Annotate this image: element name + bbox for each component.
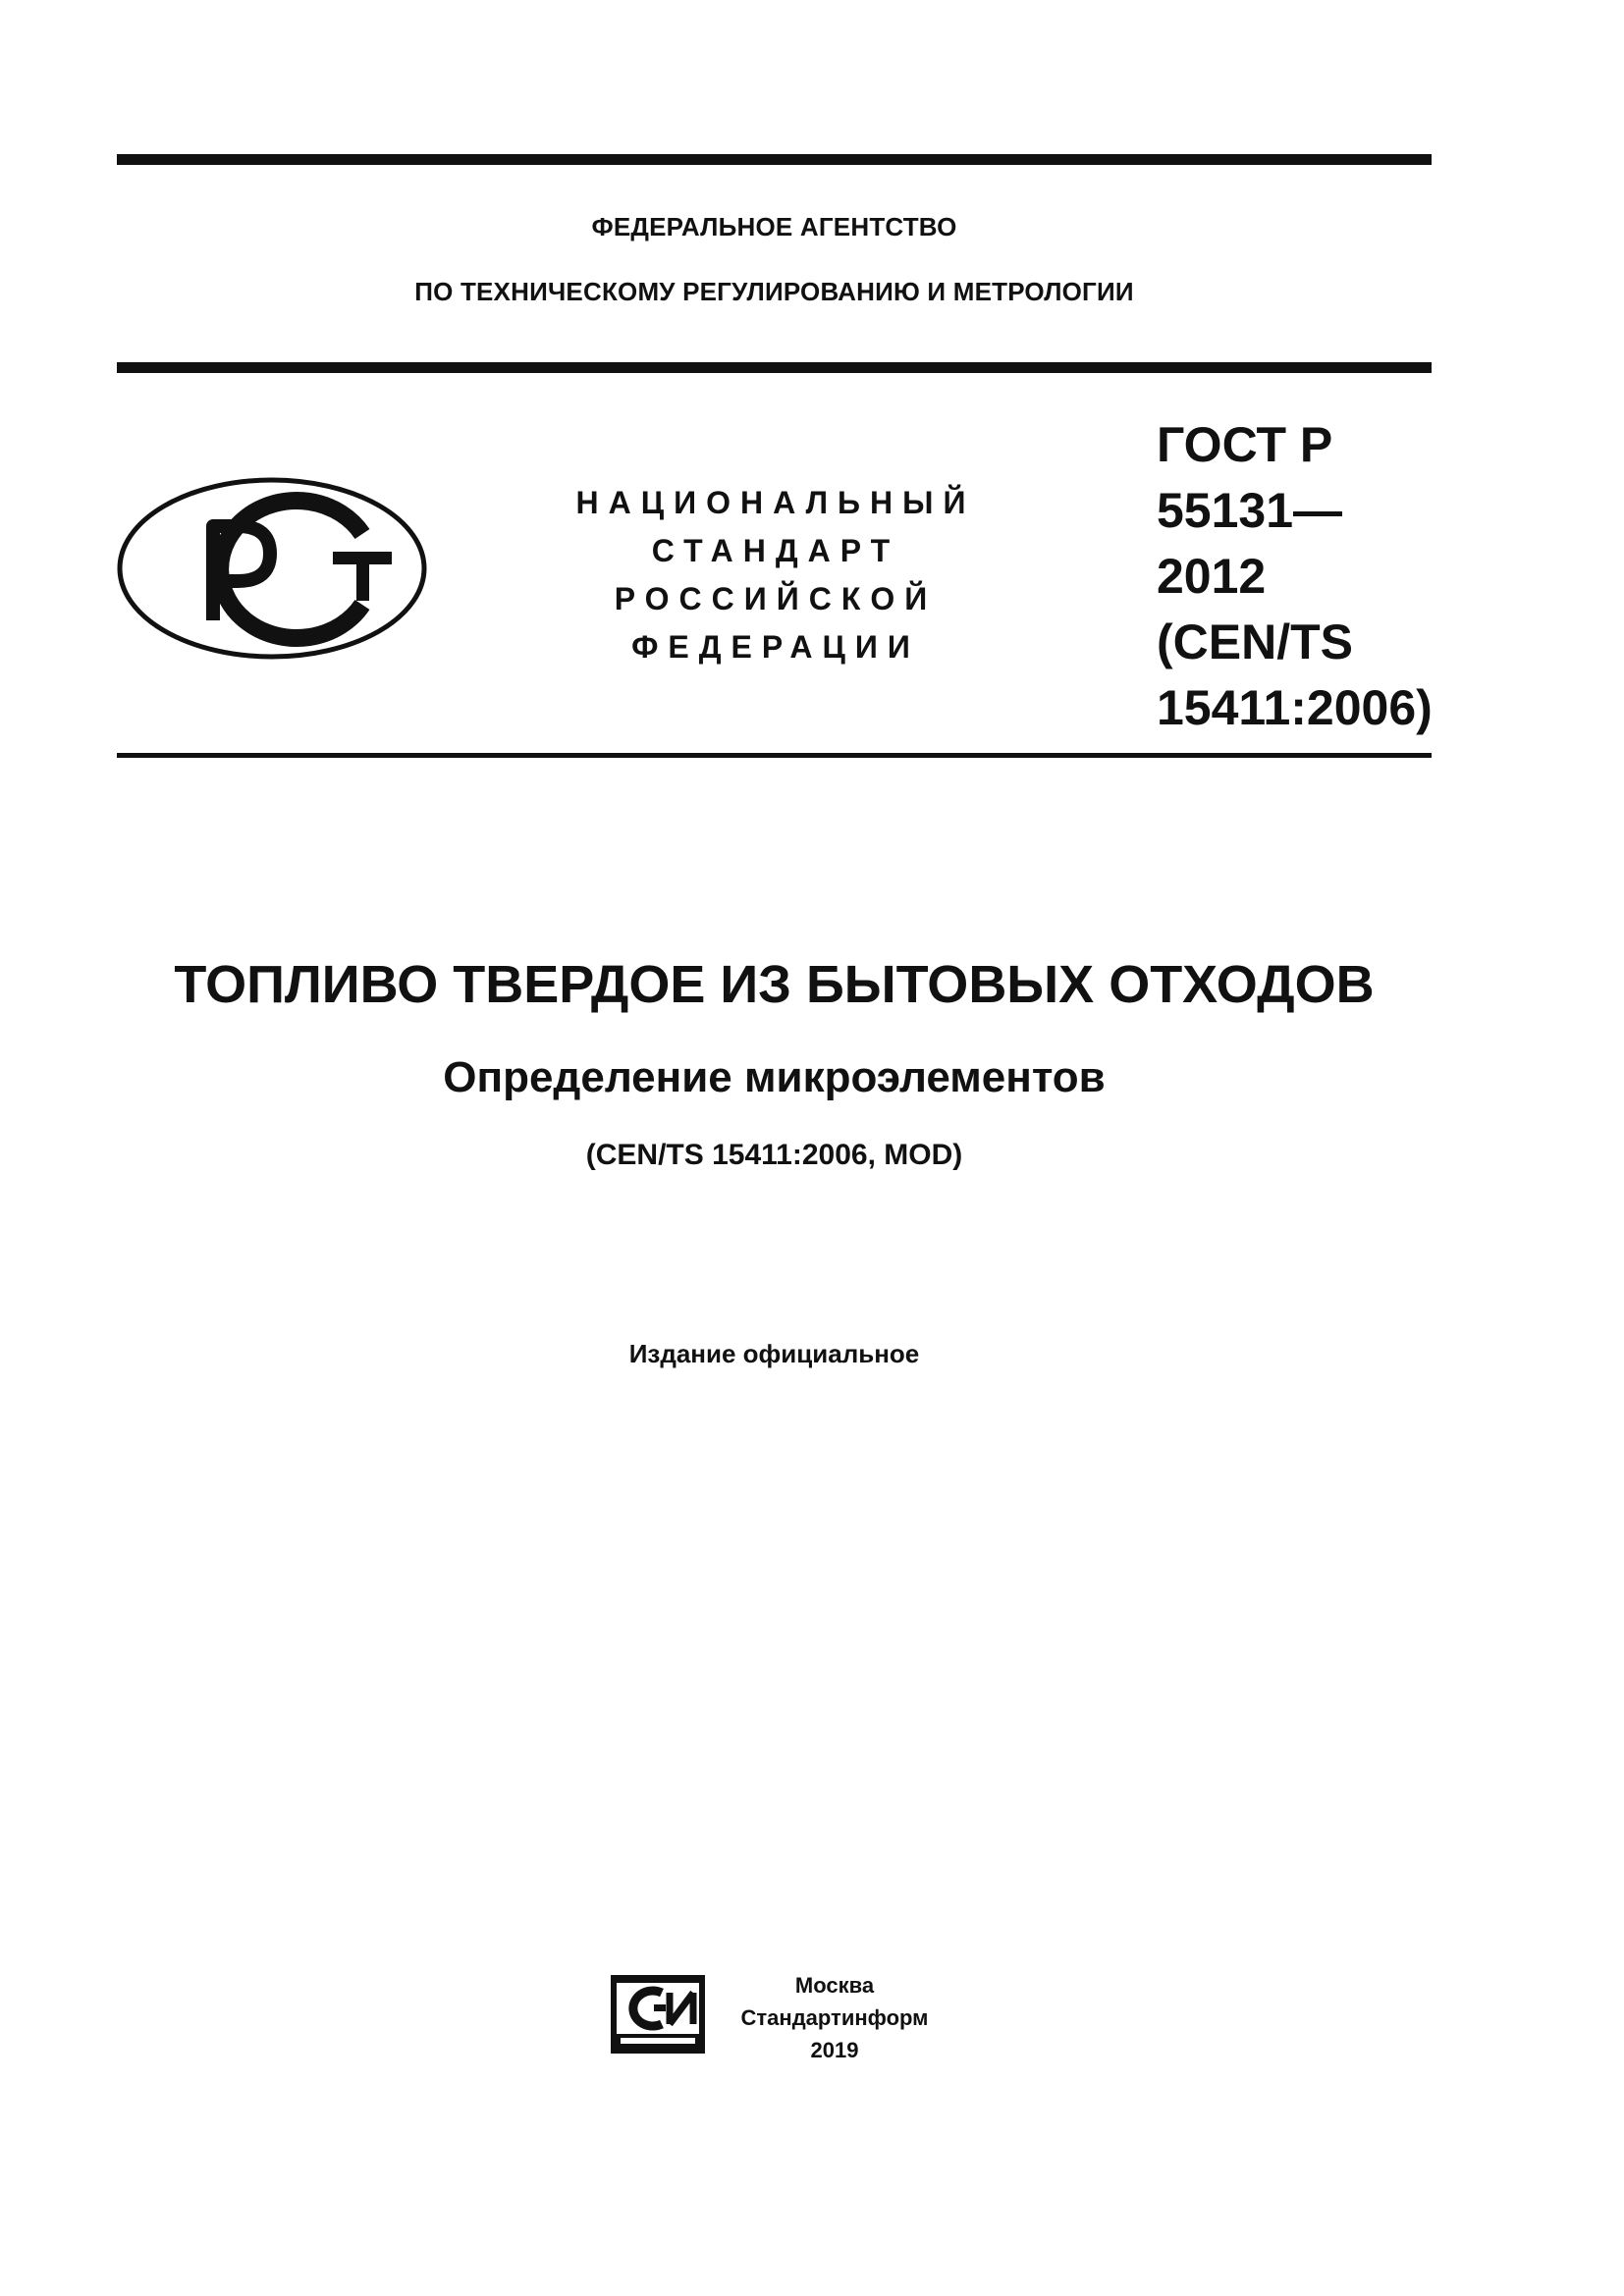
gost-number-line: (CEN/TS <box>1157 614 1353 669</box>
publisher-name: Стандартинформ <box>740 2005 929 2030</box>
gost-number-line: 55131— <box>1157 483 1343 538</box>
document-reference: (CEN/TS 15411:2006, MOD) <box>585 1139 963 1171</box>
standard-label-line: ФЕДЕРАЦИИ <box>631 629 920 665</box>
top-rule <box>117 154 1432 165</box>
document-subtitle: Определение микроэлементов <box>443 1053 1106 1101</box>
gost-number-line: 15411:2006) <box>1157 680 1433 735</box>
publisher-block <box>727 1969 943 2066</box>
publisher-year: 2019 <box>810 2038 859 2062</box>
standartinform-logo-icon <box>611 1975 705 2058</box>
agency-name-line1: ФЕДЕРАЛЬНОЕ АГЕНТСТВО <box>591 212 957 241</box>
gost-number <box>1157 412 1433 741</box>
gost-number-line: 2012 <box>1157 549 1267 604</box>
standard-label-line: СТАНДАРТ <box>651 533 900 568</box>
publisher-city: Москва <box>794 1973 875 1998</box>
document-title: ТОПЛИВО ТВЕРДОЕ ИЗ БЫТОВЫХ ОТХОДОВ <box>174 955 1375 1014</box>
standard-label-line: НАЦИОНАЛЬНЫЙ <box>575 485 976 520</box>
standard-label-line: РОССИЙСКОЙ <box>614 581 938 616</box>
gost-number-line: ГОСТ Р <box>1157 417 1333 472</box>
edition-label: Издание официальное <box>628 1339 920 1368</box>
agency-name-line2: ПО ТЕХНИЧЕСКОМУ РЕГУЛИРОВАНИЮ И МЕТРОЛОГИИ <box>414 277 1134 306</box>
national-standard-label <box>550 479 1001 671</box>
standard-block-rule <box>117 753 1432 758</box>
rst-certification-logo-icon <box>115 475 429 667</box>
header-bottom-rule <box>117 362 1432 373</box>
